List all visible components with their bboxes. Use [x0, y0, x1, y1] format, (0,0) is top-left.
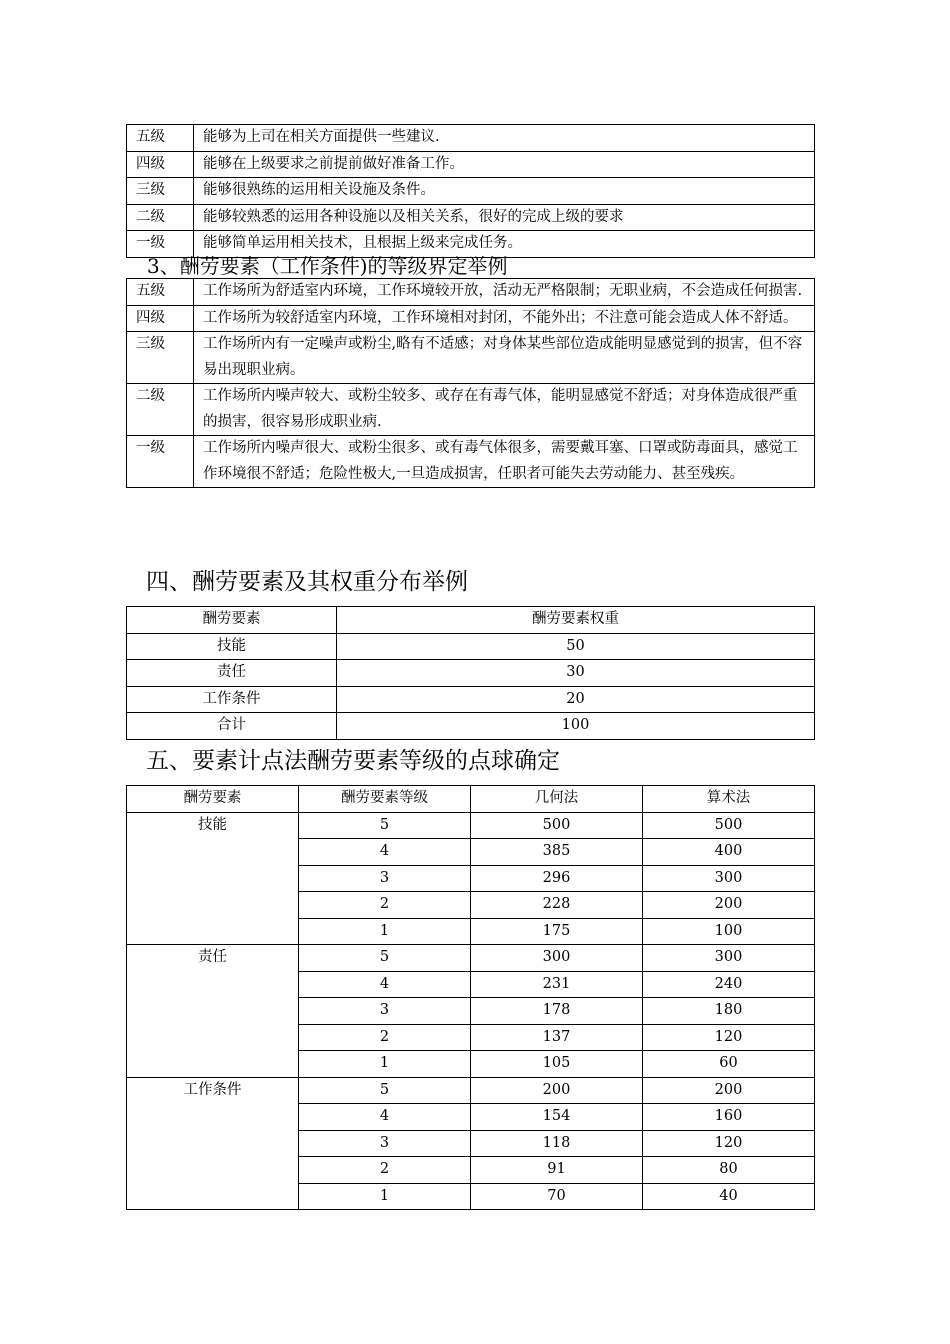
table-row: 3 118 120: [127, 1130, 815, 1157]
factor-cell: 技能: [127, 812, 299, 945]
factor-weight-table: [126, 606, 815, 740]
table-header-row: 酬劳要素 酬劳要素权重: [127, 607, 815, 634]
table-row: 工作条件 5 200 200: [127, 1077, 815, 1104]
section-5-title: 五、要素计点法酬劳要素等级的点球确定: [146, 748, 560, 774]
table-row: 2 91 80: [127, 1157, 815, 1184]
table-row: 四级 工作场所为较舒适室内环境，工作环境相对封闭，不能外出；不注意可能会造成人体不舒适。: [127, 305, 815, 332]
table-row: 1 70 40: [127, 1183, 815, 1210]
table-row: 四级 能够在上级要求之前提前做好准备工作。: [127, 151, 815, 178]
table-row: 一级 能够简单运用相关技术，且根据上级来完成任务。: [127, 231, 815, 258]
factor-points-table: [126, 785, 815, 1210]
table-row: 4 231 240: [127, 971, 815, 998]
table-row: 技能 5 500 500: [127, 812, 815, 839]
table-row: 4 154 160: [127, 1104, 815, 1131]
section-4-title: 四、酬劳要素及其权重分布举例: [146, 569, 468, 595]
table-row: 3 296 300: [127, 865, 815, 892]
table-row: 三级 能够很熟练的运用相关设施及条件。: [127, 178, 815, 205]
table-row: 二级 能够较熟悉的运用各种设施以及相关关系，很好的完成上级的要求: [127, 204, 815, 231]
factor-cell: 工作条件: [127, 1077, 299, 1210]
table-header-row: 酬劳要素 酬劳要素等级 几何法 算术法: [127, 786, 815, 813]
table-row: 技能 50: [127, 633, 815, 660]
table-row: 五级 能够为上司在相关方面提供一些建议.: [127, 125, 815, 152]
table-row: 五级 工作场所为舒适室内环境，工作环境较开放，活动无严格限制；无职业病，不会造成任何损害.: [127, 279, 815, 306]
ability-level-table: [126, 124, 815, 258]
working-conditions-table: [126, 278, 815, 488]
table-row: 工作条件 20: [127, 686, 815, 713]
table-row: 合计 100: [127, 713, 815, 740]
table-row: 责任 30: [127, 660, 815, 687]
table-row: 1 105 60: [127, 1051, 815, 1078]
table-row: 2 228 200: [127, 892, 815, 919]
table-row: 2 137 120: [127, 1024, 815, 1051]
table-row: 二级 工作场所内噪声较大、或粉尘较多、或存在有毒气体，能明显感觉不舒适；对身体造成很严重的损害，很容易形成职业病.: [127, 384, 815, 436]
table-row: 3 178 180: [127, 998, 815, 1025]
table-row: 1 175 100: [127, 918, 815, 945]
table-row: 三级 工作场所内有一定噪声或粉尘,略有不适感；对身体某些部位造成能明显感觉到的损害，但不容易出现职业病。: [127, 332, 815, 384]
factor-cell: 责任: [127, 945, 299, 1078]
table-row: 4 385 400: [127, 839, 815, 866]
table-row: 一级 工作场所内噪声很大、或粉尘很多、或有毒气体很多，需要戴耳塞、口罩或防毒面具，感觉工作环境很不舒适；危险性极大,一旦造成损害，任职者可能失去劳动能力、甚至残疾。: [127, 436, 815, 488]
section-3-title: 3、酬劳要素（工作条件)的等级界定举例: [147, 254, 508, 278]
table-row: 责任 5 300 300: [127, 945, 815, 972]
